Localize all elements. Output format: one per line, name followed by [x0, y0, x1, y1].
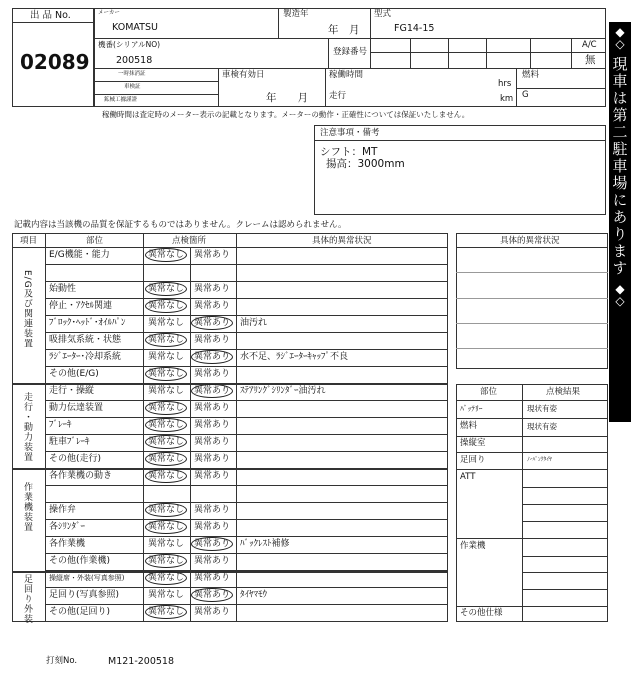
check-circle — [145, 605, 187, 619]
group-work: 作業機装置 — [22, 482, 32, 532]
result-header: 点検結果 — [546, 387, 581, 397]
normal-label: 異常なし — [148, 369, 185, 379]
check-circle — [145, 248, 187, 262]
group-undercarriage: 足回り外装 — [22, 574, 32, 624]
validity-value: 年 月 — [266, 92, 308, 104]
location-banner — [609, 22, 631, 422]
hours-label: 稼働時間 — [329, 70, 364, 80]
serial: 200518 — [116, 55, 153, 66]
abnormal-label: 異常あり — [194, 318, 231, 328]
check-circle — [191, 588, 233, 602]
abnormal-label: 異常あり — [194, 386, 231, 396]
diamond-filled-icon: ◆ — [615, 25, 625, 39]
row-part: 吸排気系統・状態 — [49, 335, 122, 345]
abnormal-label: 異常あり — [194, 437, 231, 447]
abnormal-label: 異常あり — [194, 352, 231, 362]
row-part: E/G機能・能力 — [49, 250, 110, 260]
ac-label: A/C — [582, 40, 597, 50]
result-value-battery: 現状有姿 — [527, 404, 557, 413]
remarks-box — [314, 125, 606, 215]
row-part: ﾌﾞﾛｯｸ･ﾍｯﾄﾞ･ｵｲﾙﾊﾟﾝ — [49, 318, 126, 328]
registration-label: 登録番号 — [333, 47, 368, 57]
remarks-label: 注意事項・備考 — [320, 128, 380, 138]
abnormal-label: 異常あり — [194, 607, 231, 617]
row-part: 操作弁 — [49, 505, 77, 515]
right-detail-header: 具体的異常状況 — [500, 236, 560, 246]
normal-label: 異常なし — [148, 522, 185, 532]
check-circle — [191, 384, 233, 398]
row-part: 始動性 — [49, 284, 77, 294]
normal-label: 異常なし — [148, 471, 185, 481]
row-part: 各作業機の動き — [49, 471, 113, 481]
abnormal-label: 異常あり — [194, 250, 231, 260]
travel-label: 走行 — [329, 91, 347, 101]
row-part: 操縦席・外装(写真参照) — [49, 574, 125, 582]
header-part: 部位 — [86, 236, 104, 246]
abnormal-label: 異常あり — [194, 301, 231, 311]
row-detail: ﾊﾞｯｸﾚｽﾄ補修 — [240, 539, 290, 549]
quality-notice: 記載内容は当該機の品質を保証するものではありません。クレームは認められません。 — [14, 220, 347, 230]
check-circle — [191, 350, 233, 364]
lot-number: 02089 — [20, 50, 90, 74]
normal-label: 異常なし — [148, 437, 185, 447]
lot-number-label: 出 品 No. — [30, 10, 71, 21]
abnormal-label: 異常あり — [194, 505, 231, 515]
row-part: その他(作業機) — [49, 556, 111, 566]
check-circle — [145, 571, 187, 585]
maker-label: メーカー — [98, 10, 120, 16]
check-circle — [145, 503, 187, 517]
row-part: ﾌﾞﾚｰｷ — [49, 420, 72, 430]
check-circle — [145, 367, 187, 381]
check-circle — [145, 282, 187, 296]
abnormal-label: 異常あり — [194, 420, 231, 430]
check-circle — [145, 554, 187, 568]
abnormal-label: 異常あり — [194, 590, 231, 600]
km-unit: km — [500, 94, 514, 104]
ac-value: 無 — [585, 54, 596, 66]
abnormal-label: 異常あり — [194, 369, 231, 379]
abnormal-label: 異常あり — [194, 539, 231, 549]
result-part-header: 部位 — [480, 387, 498, 397]
result-part-cabin: 操縦室 — [460, 438, 486, 448]
normal-label: 異常なし — [148, 573, 185, 583]
header-check: 点検箇所 — [172, 236, 207, 246]
normal-label: 異常なし — [148, 301, 185, 311]
row-part: 動力伝達装置 — [49, 403, 104, 413]
result-part-battery: ﾊﾞｯﾃﾘｰ — [460, 404, 483, 413]
normal-label: 異常なし — [148, 539, 185, 549]
check-circle — [191, 537, 233, 551]
group-engine: E/G及び関連装置 — [22, 270, 32, 349]
check-circle — [145, 452, 187, 466]
temp-cert-label: 一時抹消証 — [118, 71, 146, 77]
normal-label: 異常なし — [148, 454, 185, 464]
abnormal-label: 異常あり — [194, 403, 231, 413]
check-circle — [145, 333, 187, 347]
result-part-att: ATT — [460, 472, 476, 482]
banner-text: 現車は第二駐車場にあります — [610, 56, 629, 277]
check-circle — [191, 316, 233, 330]
diamond-filled-icon: ◆ — [615, 282, 625, 296]
row-detail: ﾀｲﾔﾏﾓｳ — [240, 590, 268, 600]
result-value-fuel: 現状有姿 — [527, 422, 557, 431]
stamp-label: 打刻No. — [46, 656, 78, 666]
row-part: その他(E/G) — [49, 369, 99, 379]
header-item: 項目 — [20, 236, 38, 246]
result-part-fuel: 燃料 — [460, 421, 478, 431]
fuel-value: G — [522, 90, 529, 100]
maker: KOMATSU — [112, 22, 158, 33]
year-label: 製造年 — [283, 9, 309, 19]
row-part: 各作業機 — [49, 539, 86, 549]
normal-label: 異常なし — [148, 284, 185, 294]
normal-label: 異常なし — [148, 590, 185, 600]
fuel-label: 燃料 — [522, 70, 540, 80]
abnormal-label: 異常あり — [194, 573, 231, 583]
normal-label: 異常なし — [148, 335, 185, 345]
hours-notice: 稼働時間は査定時のメーター表示の記載となります。メーターの動作・正確性については保証いたしません。 — [102, 110, 470, 119]
model-label: 型式 — [374, 9, 392, 19]
row-part: 走行・操縦 — [49, 386, 95, 396]
result-part-undercarriage: 足回り — [460, 455, 486, 465]
row-part: その他(足回り) — [49, 607, 111, 617]
row-part: 駐車ﾌﾞﾚｰｷ — [49, 437, 90, 447]
row-detail: 水不足、ﾗｼﾞｴｰﾀｰｷｬｯﾌﾟ不良 — [240, 352, 349, 362]
row-detail: 油汚れ — [240, 318, 268, 328]
normal-label: 異常なし — [148, 420, 185, 430]
check-circle — [145, 299, 187, 313]
result-part-work: 作業機 — [460, 541, 486, 551]
stamp-value: M121-200518 — [108, 656, 175, 667]
remarks-line-2: 揚高：3000mm — [326, 158, 405, 170]
check-circle — [145, 401, 187, 415]
result-part-other: その他仕様 — [460, 608, 503, 618]
diamond-open-icon: ◇ — [615, 37, 625, 51]
remarks-line-1: シフト：MT — [320, 146, 378, 158]
abnormal-label: 異常あり — [194, 556, 231, 566]
hours-unit: hrs — [498, 79, 512, 89]
serial-label: 機番(シリアルNO) — [98, 40, 161, 49]
result-table — [456, 384, 608, 622]
abnormal-label: 異常あり — [194, 454, 231, 464]
abnormal-label: 異常あり — [194, 335, 231, 345]
result-value-undercarriage: ﾉｰﾊﾟﾝｸﾀｲﾔ — [527, 457, 552, 463]
check-circle — [145, 418, 187, 432]
inspection-cert-label: 車検証 — [124, 84, 141, 90]
abnormal-label: 異常あり — [194, 471, 231, 481]
header-detail: 具体的異常状況 — [312, 236, 372, 246]
normal-label: 異常なし — [148, 556, 185, 566]
check-circle — [145, 469, 187, 483]
check-circle — [145, 435, 187, 449]
row-part: ﾗｼﾞｴｰﾀｰ･冷却系統 — [49, 352, 122, 362]
normal-label: 異常なし — [148, 403, 185, 413]
row-part: その他(走行) — [49, 454, 102, 464]
validity-label: 車検有効日 — [222, 70, 265, 80]
normal-label: 異常なし — [148, 505, 185, 515]
check-circle — [145, 520, 187, 534]
diamond-open-icon: ◇ — [615, 294, 625, 308]
model: FG14-15 — [394, 23, 435, 34]
group-drive: 走行・動力装置 — [22, 392, 32, 462]
row-part: 足回り(写真参照) — [49, 590, 120, 600]
year-value: 年 月 — [328, 24, 360, 36]
row-part: 各ｼﾘﾝﾀﾞｰ — [49, 522, 86, 532]
normal-label: 異常なし — [148, 318, 185, 328]
normal-label: 異常なし — [148, 250, 185, 260]
normal-label: 異常なし — [148, 607, 185, 617]
row-detail: ｽﾃｱﾘﾝｸﾞｼﾘﾝﾀﾞｰ油汚れ — [240, 386, 326, 396]
abnormal-label: 異常あり — [194, 522, 231, 532]
normal-label: 異常なし — [148, 386, 185, 396]
mining-cert-label: 鉱械工據謹證 — [104, 97, 138, 103]
row-part: 停止・ｱｸｾﾙ関連 — [49, 301, 113, 311]
abnormal-label: 異常あり — [194, 284, 231, 294]
normal-label: 異常なし — [148, 352, 185, 362]
